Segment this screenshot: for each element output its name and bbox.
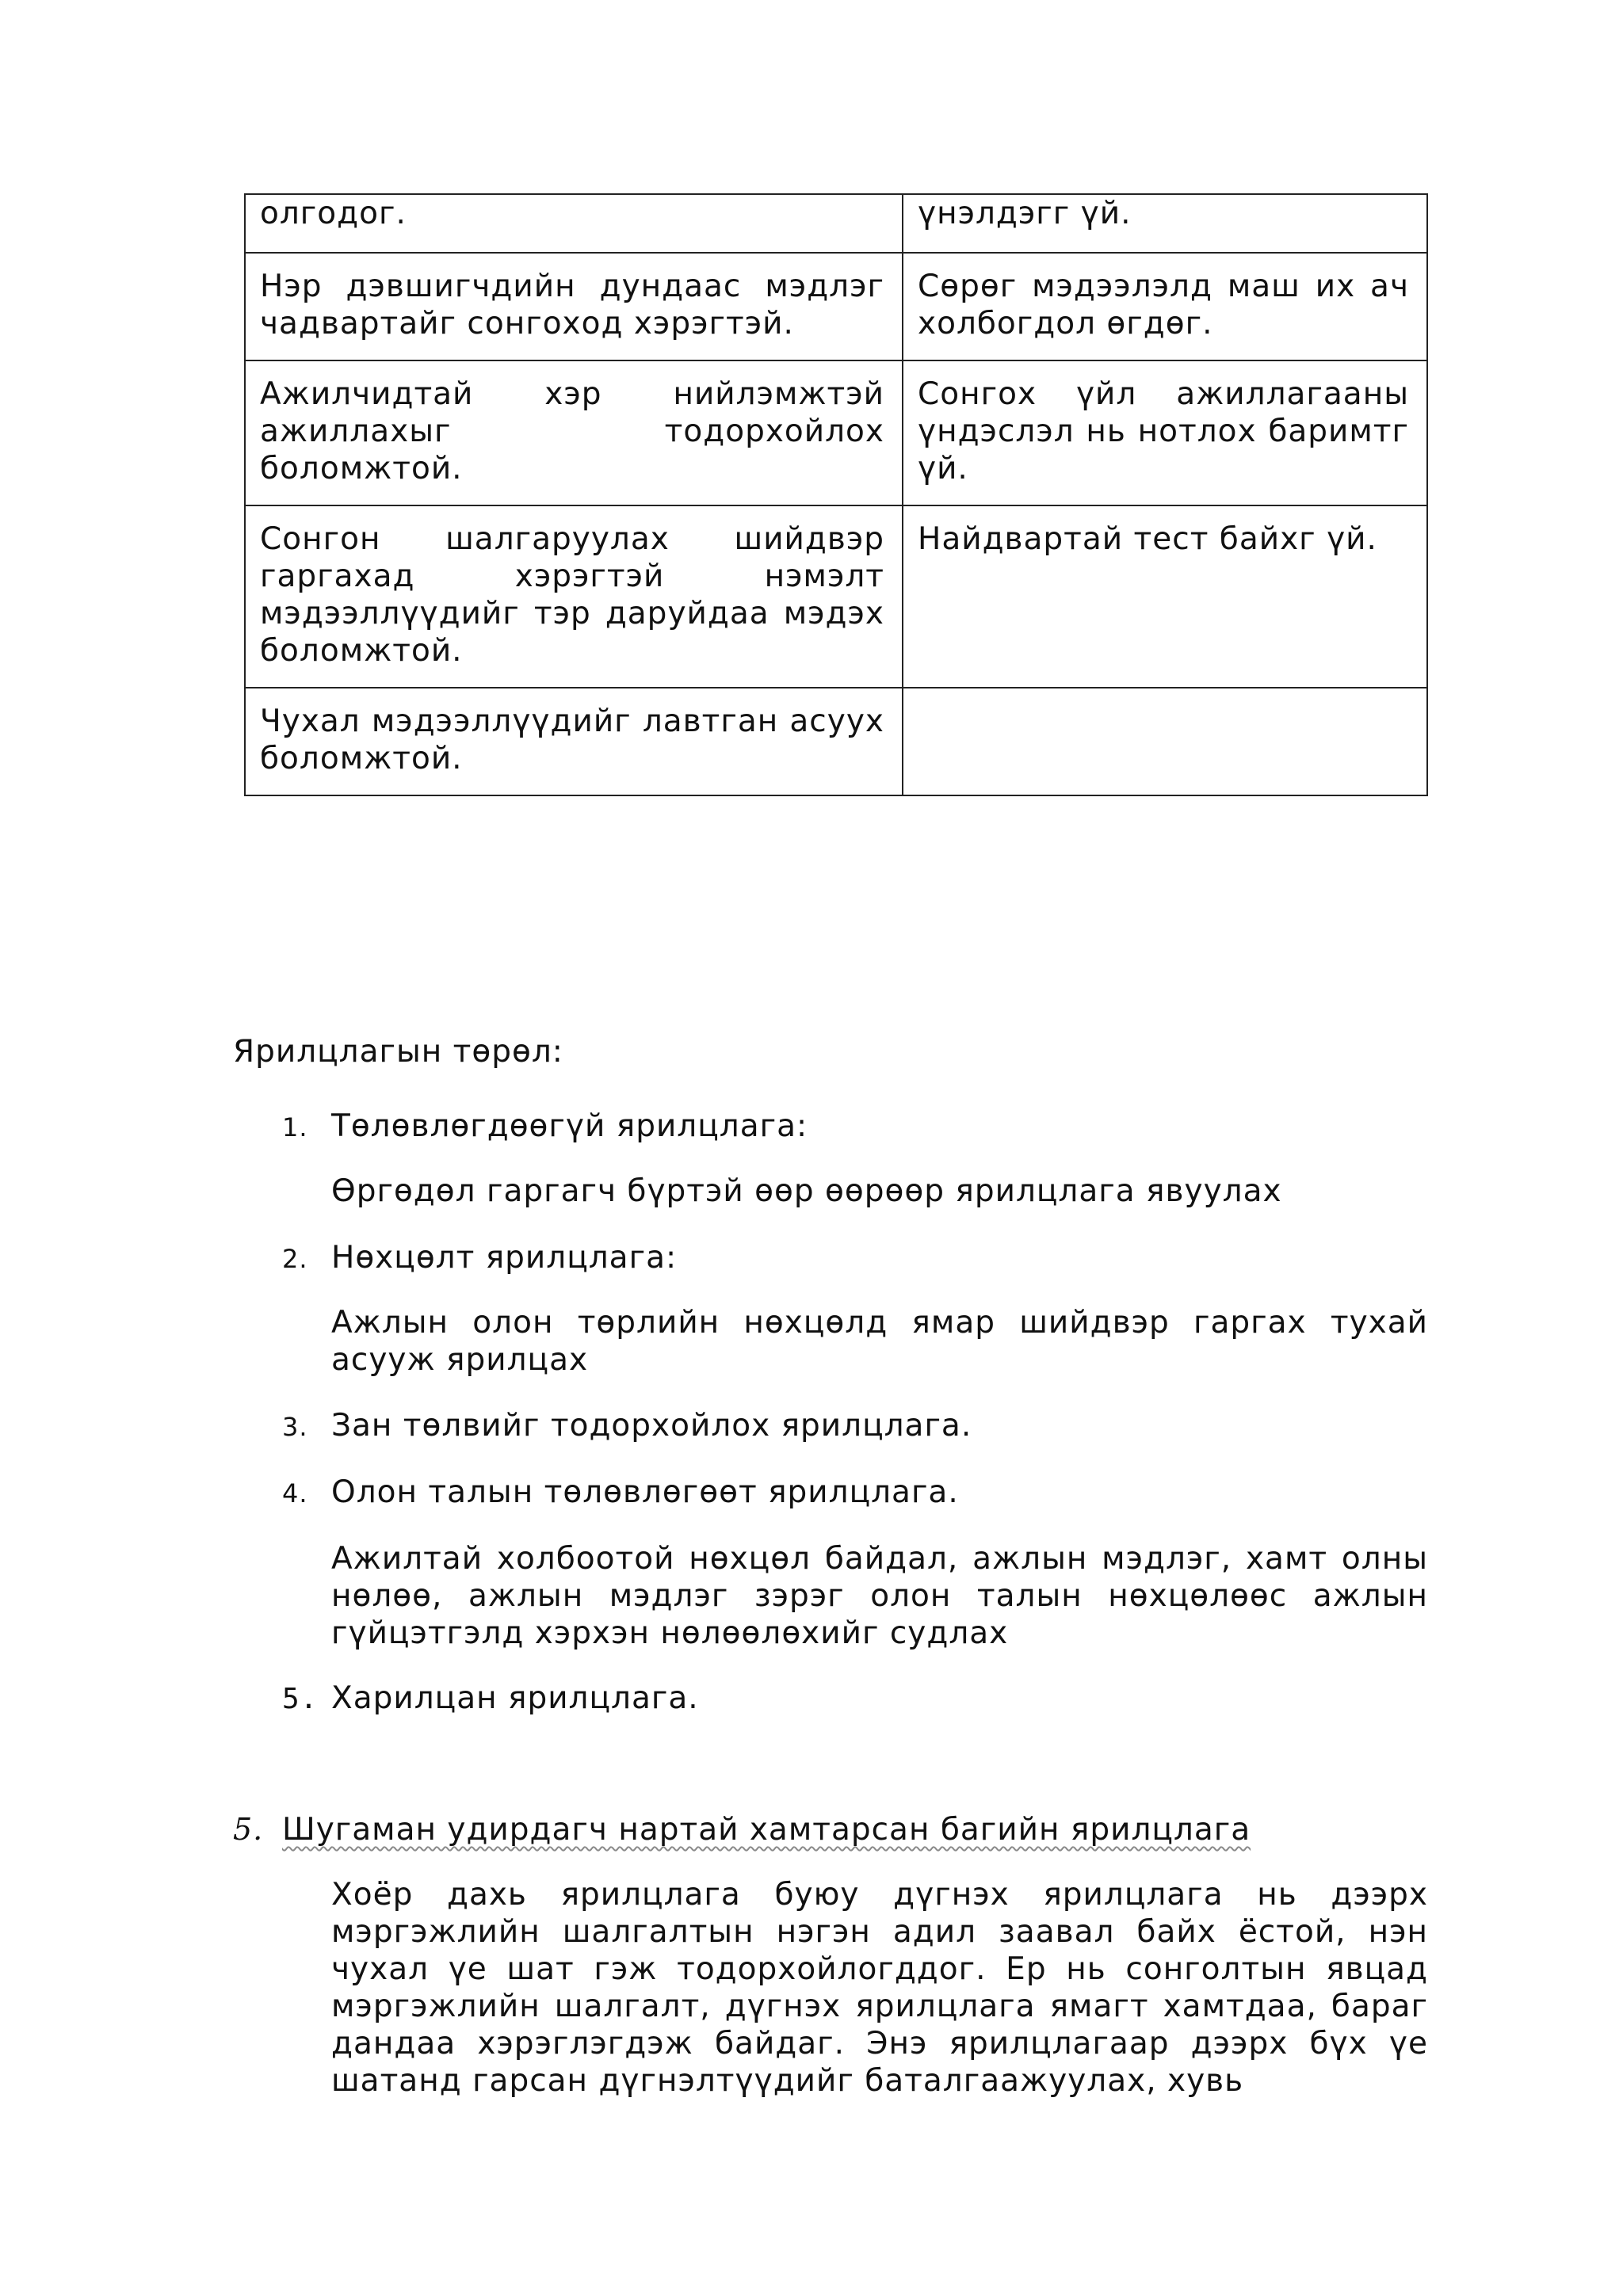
- list-item: [282, 1474, 959, 1512]
- table-cell: Найдвартай тест байхг үй.: [903, 505, 1427, 688]
- list-number: 1.: [282, 1112, 308, 1142]
- list-number: 3.: [282, 1412, 308, 1442]
- subsection-heading: [233, 1811, 1251, 1848]
- list-item-title: Төлөвлөгдөөгүй ярилцлага:: [331, 1108, 808, 1144]
- table-cell: Сонгох үйл ажиллагааны үндэслэл нь нотлох баримтг үй.: [903, 360, 1427, 505]
- table-row: [245, 253, 1427, 360]
- list-number: 4.: [282, 1478, 308, 1508]
- table-cell: [903, 688, 1427, 795]
- list-item: [282, 1680, 699, 1718]
- list-item: [282, 1239, 677, 1278]
- section-heading: Ярилцлагын төрөл:: [233, 1034, 563, 1070]
- list-number: 2.: [282, 1244, 308, 1274]
- list-item-description: Өргөдөл гаргагч бүртэй өөр өөрөөр ярилцлага явуулах: [331, 1173, 1282, 1209]
- list-item-title: Олон талын төлөвлөгөөт ярилцлага.: [331, 1474, 959, 1510]
- table-cell: Ажилчидтай хэр нийлэмжтэй ажиллахыг тодорхойлох боломжтой.: [245, 360, 903, 505]
- table-cell: Чухал мэдээллүүдийг лавтган асуух боломжтой.: [245, 688, 903, 795]
- list-number: 5.: [282, 1683, 319, 1715]
- list-item-title: Нөхцөлт ярилцлага:: [331, 1240, 678, 1276]
- subsection-number: 5.: [233, 1812, 264, 1847]
- list-item-description: Ажлын олон төрлийн нөхцөлд ямар шийдвэр гаргах тухай асууж ярилцах: [331, 1305, 1428, 1378]
- table-cell: Сөрөг мэдээлэлд маш их ач холбогдол өгдөг.: [903, 253, 1427, 360]
- table-row: [245, 688, 1427, 795]
- table-row: [245, 194, 1427, 253]
- table-cell: Нэр дэвшигчдийн дундаас мэдлэг чадвартайг сонгоход хэрэгтэй.: [245, 253, 903, 360]
- comparison-table: [244, 193, 1428, 796]
- table-cell: үнэлдэгг үй.: [903, 194, 1427, 253]
- table-row: [245, 505, 1427, 688]
- list-item-title: Зан төлвийг тодорхойлох ярилцлага.: [331, 1408, 972, 1444]
- list-item: [282, 1407, 972, 1446]
- table-cell: Сонгон шалгаруулах шийдвэр гаргахад хэрэгтэй нэмэлт мэдээллүүдийг тэр даруйдаа мэдэх боломжтой.: [245, 505, 903, 688]
- subsection-title: Шугаман удирдагч нартай хамтарсан багийн ярилцлага: [282, 1812, 1251, 1848]
- table-cell: олгодог.: [245, 194, 903, 253]
- list-item: [282, 1108, 808, 1146]
- subsection-body: Хоёр дахь ярилцлага буюу дүгнэх ярилцлага нь дээрх мэргэжлийн шалгалтын нэгэн адил заавал байх ёстой, нэн чухал үе шат гэж тодорхойлогддог. Ер нь сонголтын явцад мэргэжлийн шалгалт, дүгнэх ярилцлага ямагт хамтдаа, бараг дандаа хэрэглэгдэж байдаг. Энэ ярилцлагаар дээрх бүх үе шатанд гарсан дүгнэлтүүдийг баталгаажуулах, хувь: [331, 1877, 1428, 2099]
- list-item-title: Харилцан ярилцлага.: [331, 1680, 699, 1716]
- table-row: [245, 360, 1427, 505]
- list-item-description: Ажилтай холбоотой нөхцөл байдал, ажлын мэдлэг, хамт олны нөлөө, ажлын мэдлэг зэрэг олон талын нөхцөлөөс ажлын гүйцэтгэлд хэрхэн нөлөөлөхийг судлах: [331, 1541, 1428, 1651]
